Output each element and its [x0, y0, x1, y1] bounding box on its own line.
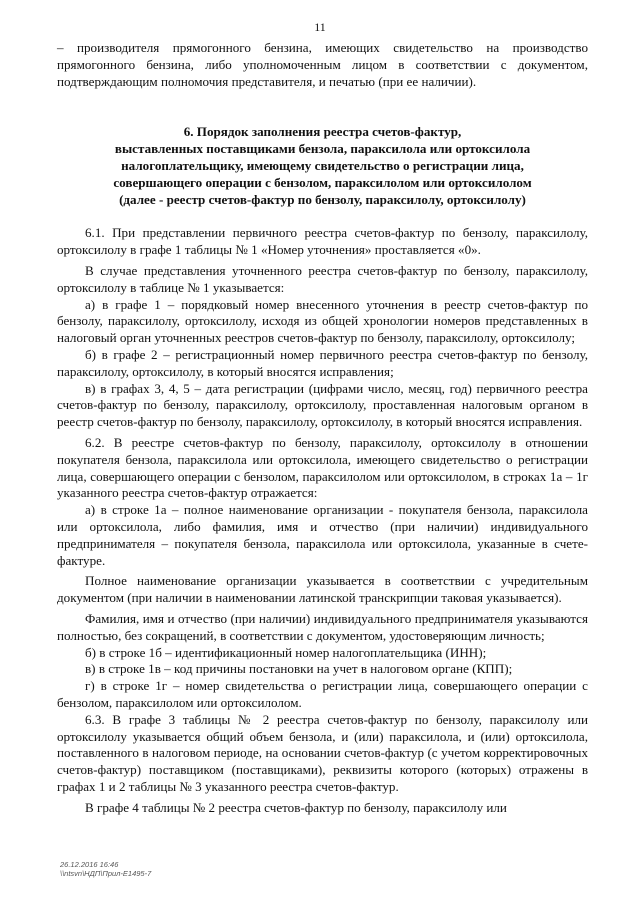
heading-line: (далее - реестр счетов-фактур по бензолу, параксилолу, ортоксилолу): [119, 192, 526, 208]
document-body: [57, 40, 588, 816]
paragraph-6-3: 6.3. В графе 3 таблицы № 2 реестра счетов-фактур по бензолу, параксилолу или ортоксилолу указывается общий объем бензола, и (или) параксилола, и (или) ортоксилола, поставленного в налоговом периоде, на основании счетов-фактур (с учетом корректировочных счетов-фактур) поставщиком (поставщиками), реквизиты которого (которых) отражены в графах 1 и 2 таблицы № 3 указанного реестра счетов-фактур.: [57, 711, 588, 794]
footer-file-path: \\ntsvn\НДП\Прил-Е1495-7: [60, 869, 152, 878]
list-item: в) в строке 1в – код причины постановки на учет в налоговом органе (КПП);: [85, 661, 513, 677]
heading-line: выставленных поставщиками бензола, параксилола или ортоксилола: [114, 141, 531, 157]
list-item: б) в строке 1б – идентификационный номер налогоплательщика (ИНН);: [85, 644, 487, 660]
paragraph-6-2: 6.2. В реестре счетов-фактур по бензолу, параксилолу, ортоксилолу в отношении покупателя бензола, параксилола или ортоксилола, имеющего свидетельство о регистрации лица, совершающего операции с бензолом, параксилолом или ортоксилолом, в строках 1а – 1г указанного реестра счетов-фактур отражается:: [57, 434, 588, 501]
paragraph: В графе 4 таблицы № 2 реестра счетов-фактур по бензолу, параксилолу или: [85, 799, 507, 815]
section-heading: [57, 123, 588, 208]
document-footer: [60, 860, 151, 878]
heading-line: налогоплательщику, имеющему свидетельство о регистрации лица,: [121, 158, 524, 174]
list-item: а) в графе 1 – порядковый номер внесенного уточнения в реестр счетов-фактур по бензолу, параксилолу, ортоксилолу, исходя из общей хронологии номеров представленных в налоговый орган уточненных реестров счетов-фактур по бензолу, параксилолу, ортоксилолу;: [57, 296, 588, 346]
paragraph: В случае представления уточненного реестра счетов-фактур по бензолу, параксилолу, ортоксилолу в таблице № 1 указывается:: [57, 262, 588, 295]
intro-paragraph: – производителя прямогонного бензина, имеющих свидетельство на производство прямогонного бензина, либо уполномоченным лицом в соответствии с документом, подтверждающим полномочия представителя, и печатью (при ее наличии).: [57, 40, 588, 89]
paragraph-6-1: 6.1. При представлении первичного реестра счетов-фактур по бензолу, параксилолу, ортоксилолу в графе 1 таблицы № 1 «Номер уточнения» проставляется «0».: [57, 225, 588, 258]
page-number: 11: [314, 20, 326, 34]
list-item: б) в графе 2 – регистрационный номер первичного реестра счетов-фактур по бензолу, параксилолу, ортоксилолу, в который вносятся исправления;: [57, 346, 588, 379]
paragraph: Фамилия, имя и отчество (при наличии) индивидуального предпринимателя указываются полностью, без сокращений, в соответствии с документом, удостоверяющим личность;: [57, 610, 588, 643]
heading-line: 6. Порядок заполнения реестра счетов-фактур,: [183, 124, 462, 140]
heading-line: совершающего операции с бензолом, параксилолом или ортоксилолом: [113, 175, 532, 191]
list-item: г) в строке 1г – номер свидетельства о регистрации лица, совершающего операции с бензолом, параксилолом или ортоксилолом.: [57, 678, 588, 710]
footer-timestamp: 26.12.2016 16:46: [60, 860, 119, 869]
list-item: а) в строке 1а – полное наименование организации - покупателя бензола, параксилола или ортоксилола, либо фамилия, имя и отчество (при наличии) индивидуального предпринимателя – покупателя бензола, параксилола или ортоксилола, указанные в счете-фактуре.: [57, 502, 588, 568]
list-item: в) в графах 3, 4, 5 – дата регистрации (цифрами число, месяц, год) первичного реестра счетов-фактур по бензолу, параксилолу, ортоксилолу, проставленная налоговым органом в реестр счетов-фактур по бензолу, параксилолу, ортоксилолу, в который вносятся исправления.: [57, 380, 588, 430]
paragraph: Полное наименование организации указывается в соответствии с учредительным документом (при наличии в наименовании латинской транскрипции таковая указывается).: [57, 573, 588, 606]
